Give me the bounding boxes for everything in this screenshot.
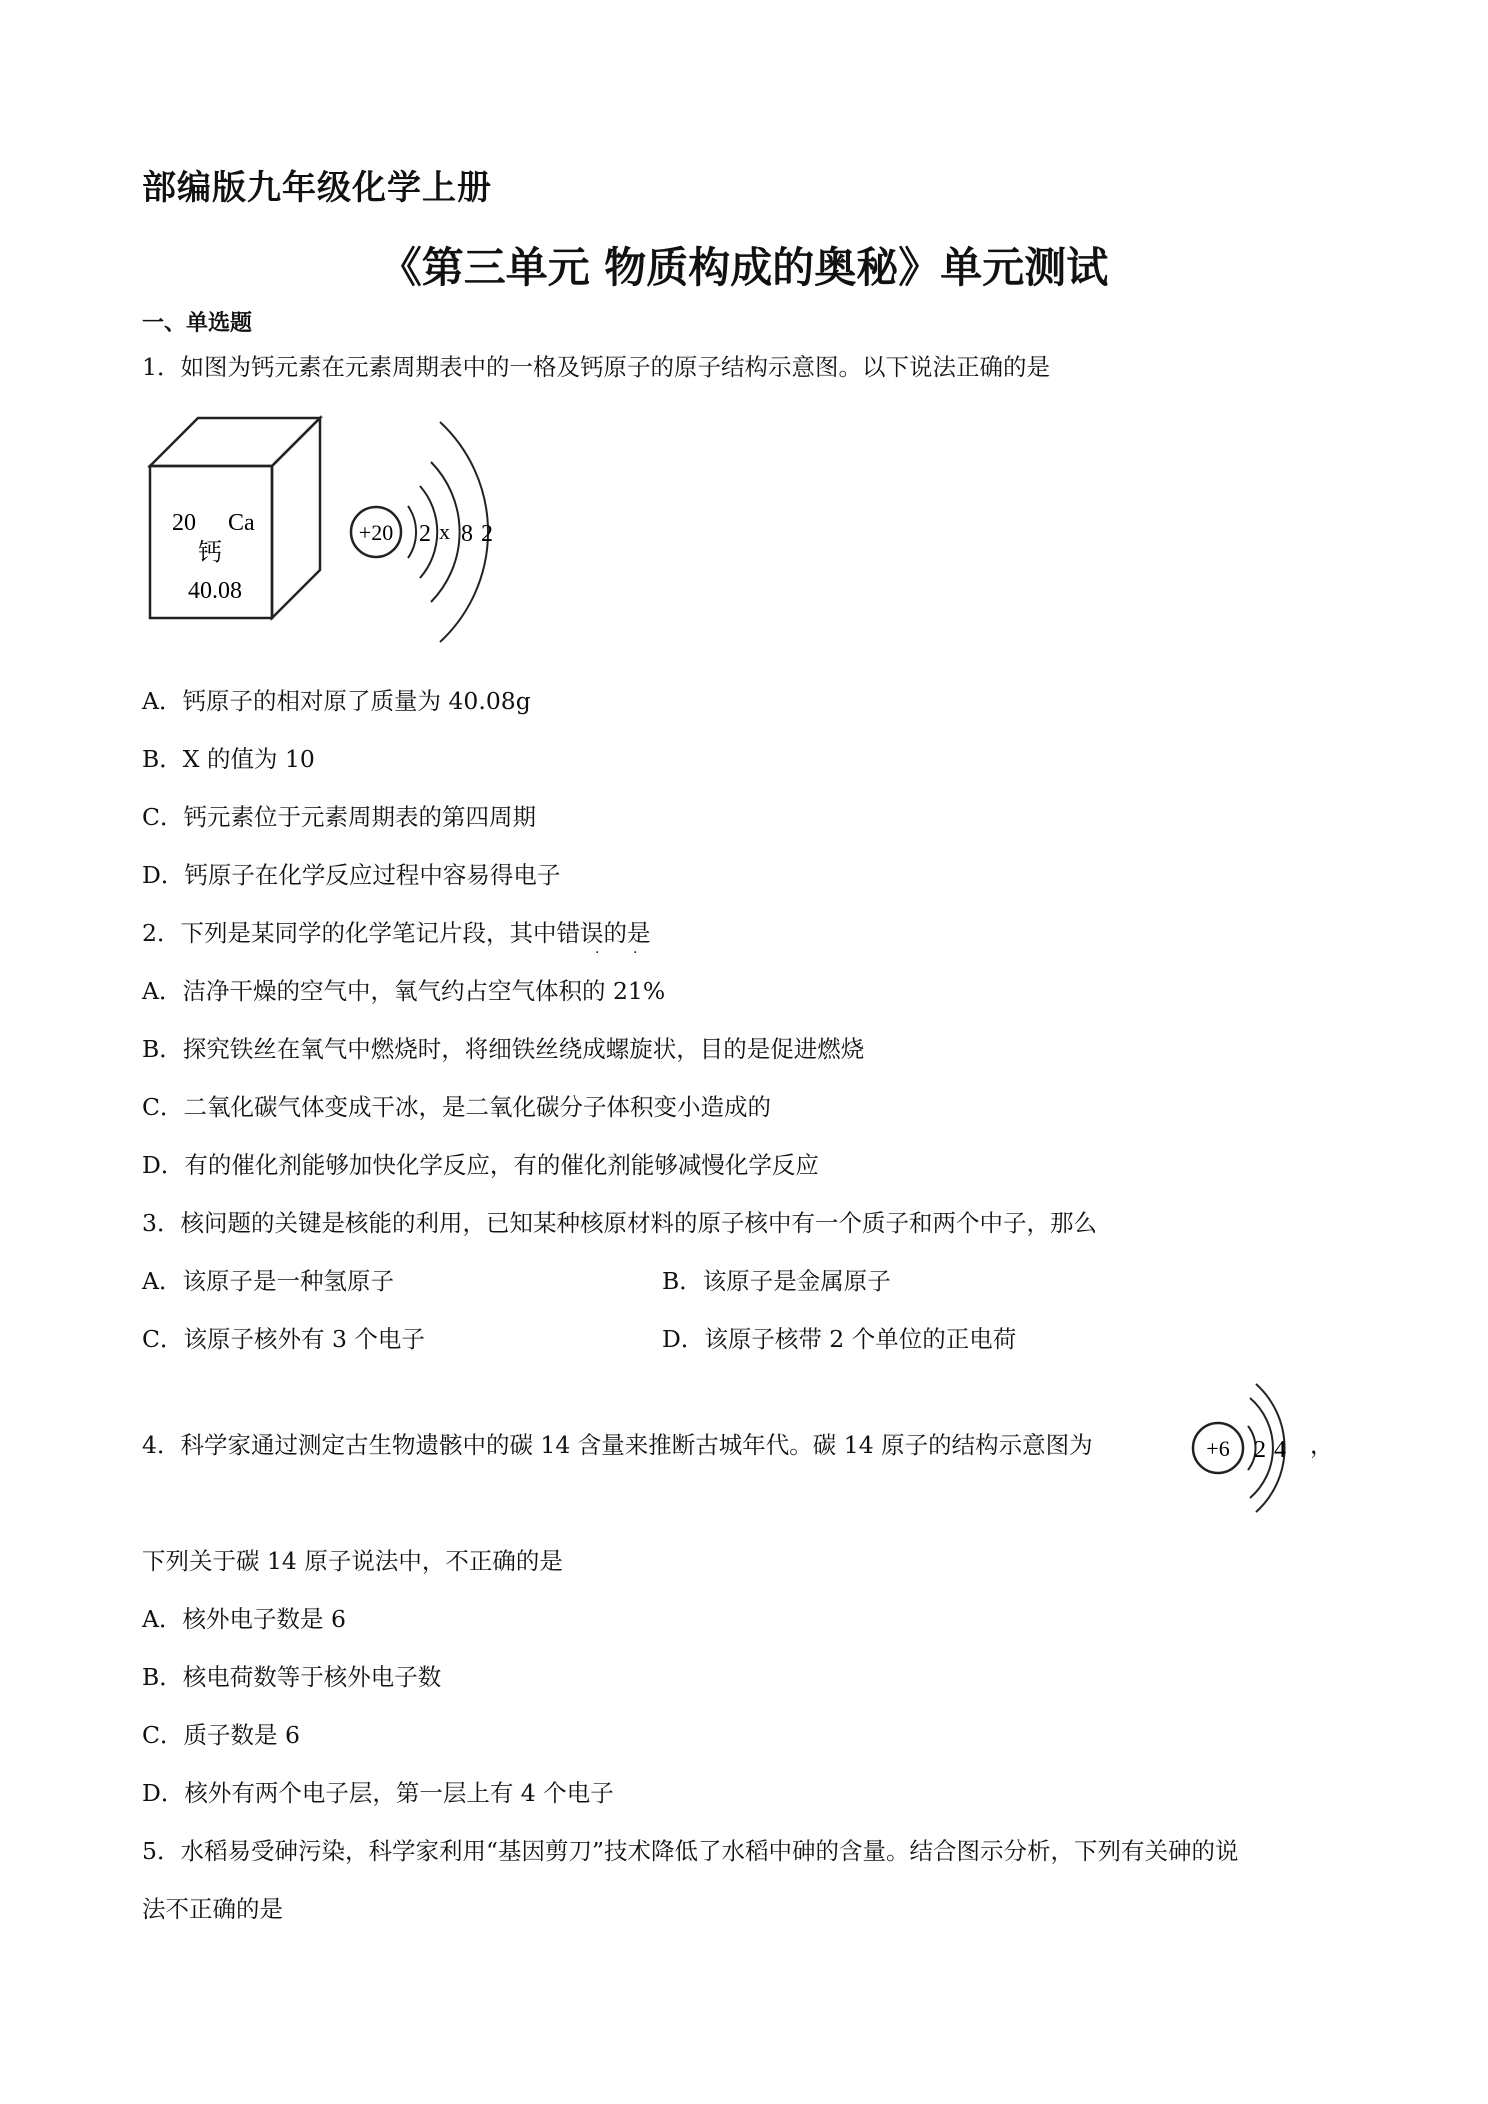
cell-symbol: Ca <box>228 510 255 536</box>
page-title: 《第三单元 物质构成的奥秘》单元测试 <box>379 243 1109 292</box>
cell-mass: 40.08 <box>188 578 242 604</box>
cube-side <box>272 418 320 618</box>
subtitle: 部编版九年级化学上册 <box>142 168 492 208</box>
shell-count-1: 2 <box>1254 1437 1266 1463</box>
q3-stem: 3．核问题的关键是核能的利用，已知某种核原材料的原子核中有一个质子和两个中子，那么 <box>142 1209 1097 1237</box>
q3-option-c: C．该原子核外有 3 个电子 <box>142 1325 425 1353</box>
section-heading: 一、单选题 <box>142 311 253 336</box>
q5-stem: 5．水稻易受砷污染，科学家利用“基因剪刀”技术降低了水稻中砷的含量。结合图示分析，下列有关砷的说 <box>142 1837 1239 1865</box>
q4-option-a: A．核外电子数是 6 <box>142 1605 346 1633</box>
q2-option-c: C．二氧化碳气体变成干冰，是二氧化碳分子体积变小造成的 <box>142 1093 771 1121</box>
emphasis-dots: · <box>633 945 638 961</box>
nucleus-charge: +20 <box>358 520 394 545</box>
q1-option-c: C．钙元素位于元素周期表的第四周期 <box>142 803 536 831</box>
q2-stem <box>142 918 650 948</box>
nucleus-charge: +6 <box>1206 1436 1230 1461</box>
q4-stem-end: ， <box>1310 1431 1334 1459</box>
emphasis-dots: · <box>595 945 600 961</box>
shell-count-4: 2 <box>481 521 493 547</box>
cell-number: 20 <box>172 510 196 536</box>
q4-option-d: D．核外有两个电子层，第一层上有 4 个电子 <box>142 1779 614 1807</box>
q1-option-d: D．钙原子在化学反应过程中容易得电子 <box>142 861 561 889</box>
carbon14-figure <box>1186 1382 1298 1518</box>
q2-stem-before: 2．下列是某同学的化学笔记片段，其中 <box>142 919 557 947</box>
shell-count-2: x <box>439 519 450 544</box>
q2-option-a: A．洁净干燥的空气中，氧气约占空气体积的 21% <box>142 977 666 1005</box>
q3-option-d: D．该原子核带 2 个单位的正电荷 <box>662 1325 1017 1353</box>
q2-option-b: B．探究铁丝在氧气中燃烧时，将细铁丝绕成螺旋状，目的是促进燃烧 <box>142 1035 865 1063</box>
q4-stem-continued: 下列关于碳 14 原子说法中，不正确的是 <box>142 1547 563 1575</box>
q2-option-d: D．有的催化剂能够加快化学反应，有的催化剂能够减慢化学反应 <box>142 1151 819 1179</box>
shell-count-3: 8 <box>461 521 473 547</box>
shell-count-2: 4 <box>1274 1437 1286 1463</box>
shell-arc-1 <box>408 506 416 558</box>
q1-option-b: B．X 的值为 10 <box>142 745 315 773</box>
q4-option-b: B．核电荷数等于核外电子数 <box>142 1663 442 1691</box>
cell-name: 钙 <box>198 538 222 566</box>
q4-stem: 4．科学家通过测定古生物遗骸中的碳 14 含量来推断古城年代。碳 14 原子的结构示意图为 <box>142 1431 1093 1459</box>
q3-option-b: B．该原子是金属原子 <box>662 1267 891 1295</box>
q2-stem-emphasis: 错误 <box>556 919 604 947</box>
q2-stem-after: 的是 <box>603 919 651 947</box>
q1-stem: 1．如图为钙元素在元素周期表中的一格及钙原子的原子结构示意图。以下说法正确的是 <box>142 353 1050 381</box>
q4-option-c: C．质子数是 6 <box>142 1721 300 1749</box>
calcium-figure <box>140 410 520 650</box>
q3-option-a: A．该原子是一种氢原子 <box>142 1267 394 1295</box>
shell-count-1: 2 <box>419 521 431 547</box>
q1-option-a: A．钙原子的相对原了质量为 40.08g <box>142 687 531 715</box>
q5-stem-continued: 法不正确的是 <box>142 1895 283 1923</box>
